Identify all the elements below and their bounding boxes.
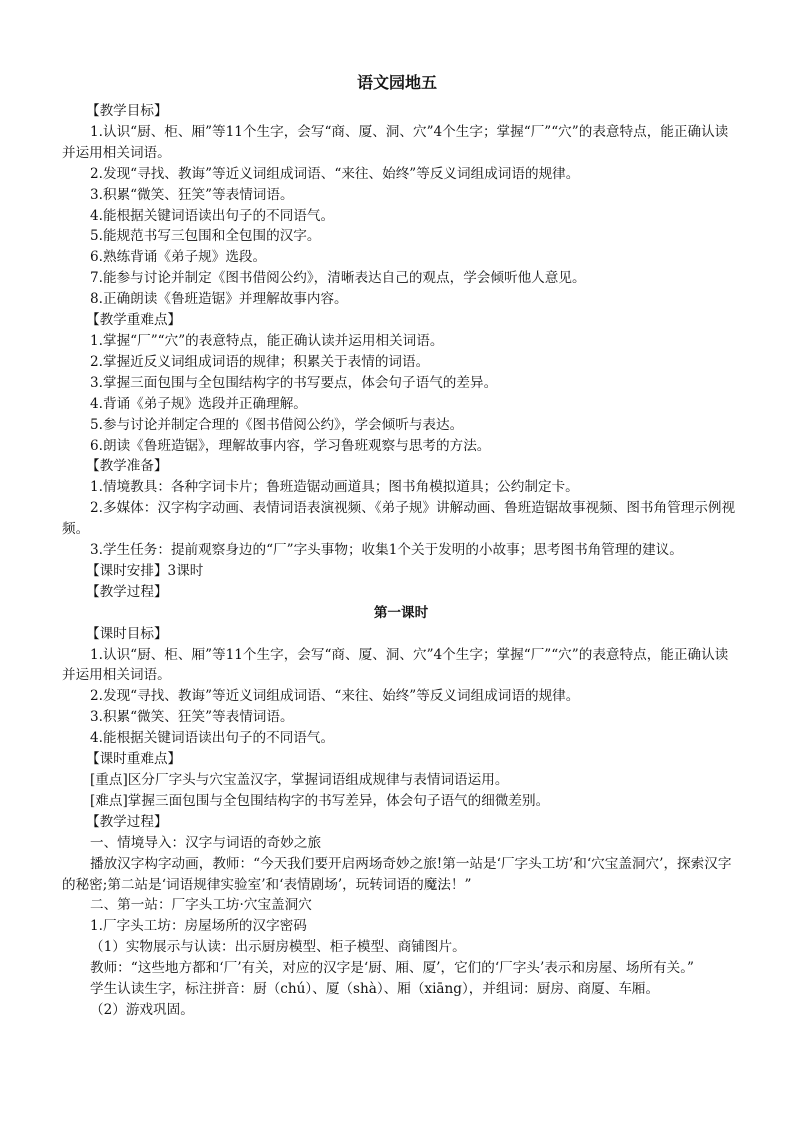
paragraph: 2.发现“寻找、教诲”等近义词组成词语、“来往、始终”等反义词组成词语的规律。 [90,165,580,182]
paragraph: 6.朗读《鲁班造锯》，理解故事内容，学习鲁班观察与思考的方法。 [90,437,491,454]
paragraph: 4.背诵《弟子规》选段并正确理解。 [90,395,307,412]
paragraph: 5.能规范书写三包围和全包围的汉字。 [90,228,321,245]
paragraph: 教师：“这些地方都和‘厂’有关，对应的汉字是‘厨、厢、厦’，它们的‘厂字头’表示和房屋、场所有关。” [90,960,694,977]
paragraph: 2.发现“寻找、教诲”等近义词组成词语、“来往、始终”等反义词组成词语的规律。 [90,688,580,705]
paragraph: 1.掌握“厂”“穴”的表意特点，能正确认读并运用相关词语。 [90,332,444,349]
paragraph: （1）实物展示与认读：出示厨房模型、柜子模型、商铺图片。 [90,939,466,956]
paragraph: 7.能参与讨论并制定《图书借阅公约》，清晰表达自己的观点，学会倾听他人意见。 [90,270,586,287]
section-heading: 【教学过程】 [86,813,168,830]
paragraph: 5.参与讨论并制定合理的《图书借阅公约》，学会倾听与表达。 [90,416,464,433]
paragraph: 1.厂字头工坊：房屋场所的汉字密码 [90,918,307,935]
lesson-title: 第一课时 [373,604,429,621]
paragraph: 二、第一站：厂字头工坊·穴宝盖洞穴 [90,897,312,914]
paragraph: 4.能根据关键词语读出句子的不同语气。 [90,730,335,747]
paragraph: 6.熟练背诵《弟子规》选段。 [90,249,267,266]
paragraph: 1.认识“厨、柜、厢”等11个生字，会写“商、厦、洞、穴”4个生字；掌握“厂”“穴”的表意特点，能正确认读并运用相关词语。 [62,646,729,684]
paragraph: 3.积累“微笑、狂笑”等表情词语。 [90,709,294,726]
section-heading: 【教学准备】 [86,458,168,475]
paragraph: 3.积累“微笑、狂笑”等表情词语。 [90,186,294,203]
paragraph: 1.情境教具：各种字词卡片；鲁班造锯动画道具；图书角模拟道具；公约制定卡。 [90,479,579,496]
document-body [62,101,740,1021]
paragraph: （2）游戏巩固。 [90,1001,194,1018]
paragraph: 8.正确朗读《鲁班造锯》并理解故事内容。 [90,291,348,308]
paragraph: 播放汉字构字动画，教师：“今天我们要开启两场奇妙之旅!第一站是‘厂字头工坊’和‘穴宝盖洞穴’，探索汉字的秘密;第二站是‘词语规律实验室’和‘表情剧场’，玩转词语的魔法！” [62,855,732,893]
paragraph: 1.认识“厨、柜、厢”等11个生字，会写“商、厦、洞、穴”4个生字；掌握“厂”“穴”的表意特点，能正确认读并运用相关词语。 [62,123,729,161]
paragraph: 3.学生任务：提前观察身边的“厂”字头事物；收集1个关于发明的小故事；思考图书角管理的建议。 [90,542,683,559]
paragraph: [重点]区分厂字头与穴宝盖汉字，掌握词语组成规律与表情词语运用。 [90,772,509,788]
section-heading: 【课时目标】 [86,625,168,642]
section-heading: 【课时安排】3课时 [86,562,204,579]
paragraph: [难点]掌握三面包围与全包围结构字的书写差异，体会句子语气的细微差别。 [90,792,550,809]
section-heading: 【课时重难点】 [86,751,182,768]
paragraph: 一、情境导入：汉字与词语的奇妙之旅 [90,834,322,851]
paragraph: 3.掌握三面包围与全包围结构字的书写要点，体会句子语气的差异。 [90,374,498,391]
section-heading: 【教学目标】 [86,103,168,119]
paragraph: 学生认读生字，标注拼音：厨（chú）、厦（shà）、厢（xiāng），并组词：厨房、商厦、车厢。 [90,981,660,998]
page-title: 语文园地五 [356,73,437,92]
paragraph: 2.多媒体：汉字构字动画、表情词语表演视频、《弟子规》讲解动画、鲁班造锯故事视频、图书角管理示例视频。 [62,500,736,538]
section-heading: 【教学重难点】 [86,312,182,329]
section-heading: 【教学过程】 [86,583,168,600]
paragraph: 4.能根据关键词语读出句子的不同语气。 [90,207,335,224]
paragraph: 2.掌握近反义词组成词语的规律；积累关于表情的词语。 [90,353,430,370]
